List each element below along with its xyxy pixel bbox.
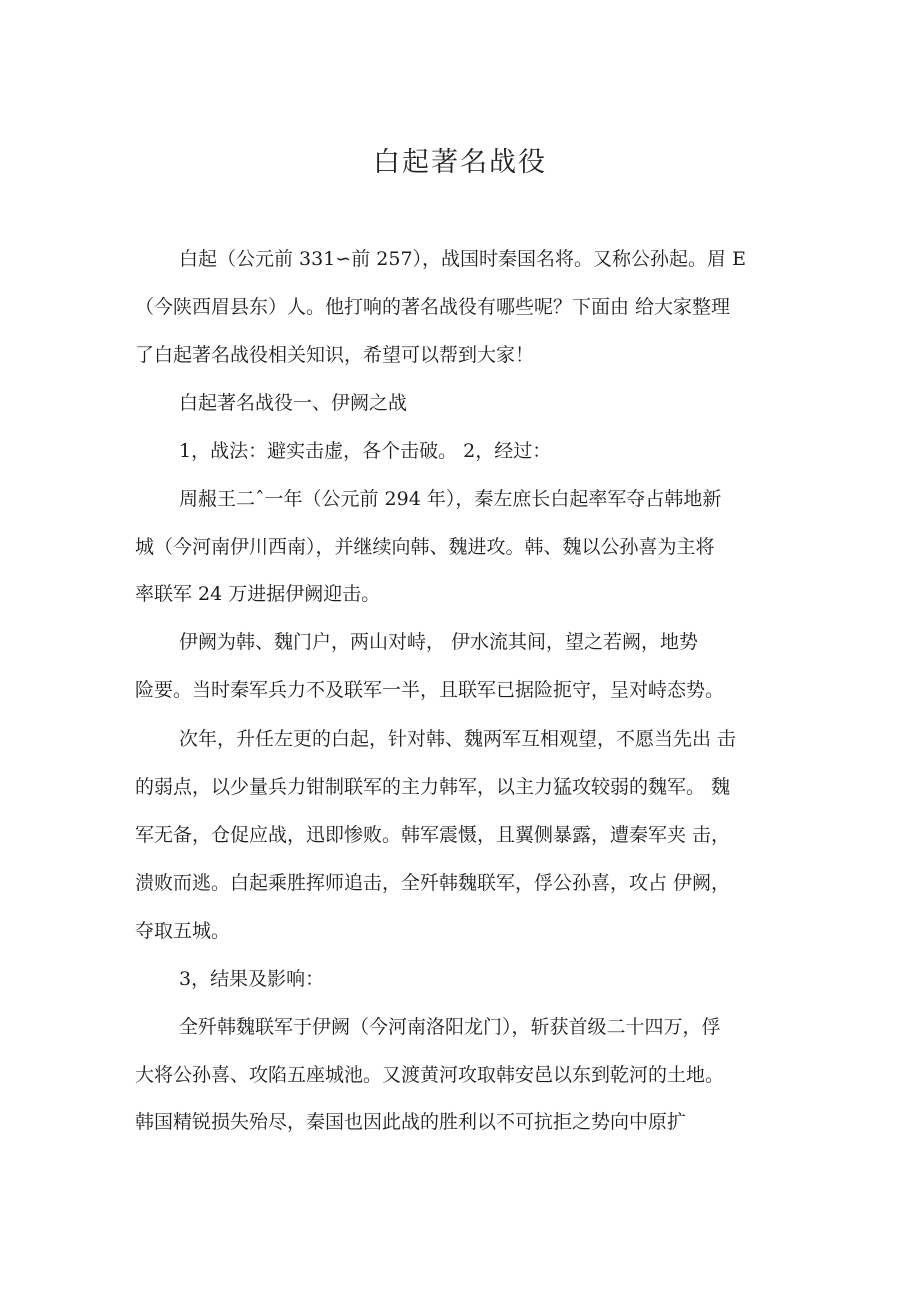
paragraph-line: 大将公孙喜、攻陷五座城池。又渡黄河攻取韩安邑以东到乾河的土地。 (135, 1064, 725, 1086)
paragraph-line: 夺取五城。 (135, 920, 231, 942)
paragraph-line: 韩国精锐损失殆尽，秦国也因此战的胜利以不可抗拒之势向中原扩 (135, 1111, 687, 1133)
page-title: 白起著名战役 (373, 147, 547, 178)
paragraph-line: 的弱点，以少量兵力钳制联军的主力韩军，以主力猛攻较弱的魏军。 魏 (135, 776, 731, 798)
section-heading: 3，结果及影响： (179, 968, 325, 990)
paragraph-line: 溃败而逃。白起乘胜挥师追击，全歼韩魏联军，俘公孙喜，攻占 伊阙， (135, 872, 731, 894)
paragraph-line: 率联军 24 万进据伊阙迎击。 (135, 583, 381, 605)
paragraph-line: 1，战法：避实击虚，各个击破。 2，经过： (179, 440, 552, 462)
paragraph-line: 全歼韩魏联军于伊阙（今河南洛阳龙门），斩获首级二十四万，俘 (179, 1016, 721, 1038)
paragraph-line: 伊阙为韩、魏门户，两山对峙， 伊水流其间，望之若阙，地势 (179, 631, 699, 653)
paragraph-line: （今陕西眉县东）人。他打响的著名战役有哪些呢？下面由 给大家整理 (135, 296, 731, 318)
paragraph-line: 城（今河南伊川西南），并继续向韩、魏进攻。韩、魏以公孙喜为主将 (135, 536, 715, 558)
paragraph-line: 白起（公元前 331∽前 257），战国时秦国名将。又称公孙起。眉 E (179, 248, 746, 270)
paragraph-line: 了白起著名战役相关知识，希望可以帮到大家！ (135, 344, 535, 366)
paragraph-line: 次年，升任左更的白起，针对韩、魏两军互相观望，不愿当先出 击 (179, 728, 737, 750)
section-heading: 白起著名战役一、伊阙之战 (179, 392, 408, 414)
paragraph-line: 周赧王二ˆ一年（公元前 294 年），秦左庶长白起率军夺占韩地新 (179, 488, 722, 510)
paragraph-line: 险要。当时秦军兵力不及联军一半，且联军已据险扼守，呈对峙态势。 (135, 679, 725, 701)
paragraph-line: 军无备，仓促应战，迅即惨败。韩军震慑，且翼侧暴露，遭秦军夹 击， (135, 824, 731, 846)
